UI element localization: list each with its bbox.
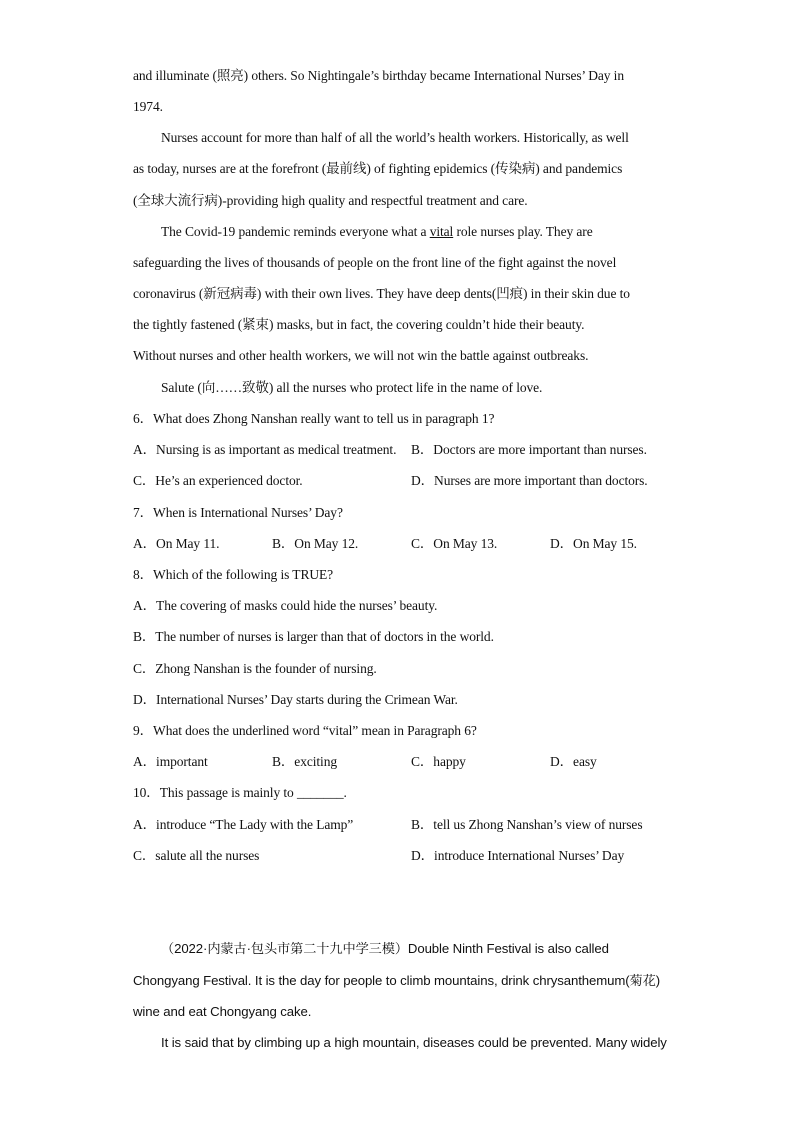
- passage-line: [161, 222, 593, 242]
- question-stem: 7．When is International Nurses’ Day?: [133, 505, 343, 520]
- passage-line: and illuminate (照亮) others. So Nightingale’s birthday became International Nurses’ Day in: [133, 68, 624, 83]
- option-c: C．salute all the nurses: [133, 848, 260, 863]
- option-b: B．Doctors are more important than nurses.: [411, 442, 647, 457]
- passage-line: Salute (向……致敬) all the nurses who protect life in the name of love.: [161, 380, 543, 395]
- option-d: D．On May 15.: [550, 536, 637, 551]
- passage-text: role nurses play. They are: [456, 224, 593, 239]
- question-stem: 10．This passage is mainly to _______.: [133, 785, 347, 800]
- question-stem: 9．What does the underlined word “vital” mean in Paragraph 6?: [133, 723, 477, 738]
- option-b: B．exciting: [272, 754, 337, 769]
- next-passage-line: Chongyang Festival. It is the day for people to climb mountains, drink chrysanthemum(菊花): [133, 973, 660, 988]
- passage-line: safeguarding the lives of thousands of people on the front line of the fight against the novel: [133, 255, 617, 270]
- option-c: C．happy: [411, 754, 466, 769]
- option-a: A．Nursing is as important as medical treatment.: [133, 442, 397, 457]
- underlined-word-vital: vital: [429, 224, 454, 239]
- passage-line: the tightly fastened (紧束) masks, but in fact, the covering couldn’t hide their beauty.: [133, 317, 585, 332]
- option-c: C．He’s an experienced doctor.: [133, 473, 303, 488]
- option-d: D．International Nurses’ Day starts during the Crimean War.: [133, 692, 458, 707]
- passage-line: 1974.: [133, 99, 163, 114]
- option-d: D．easy: [550, 754, 597, 769]
- passage-line: Nurses account for more than half of all the world’s health workers. Historically, as well: [161, 130, 629, 145]
- option-d: D．introduce International Nurses’ Day: [411, 848, 625, 863]
- question-stem: 6．What does Zhong Nanshan really want to tell us in paragraph 1?: [133, 411, 495, 426]
- option-b: B．The number of nurses is larger than that of doctors in the world.: [133, 629, 494, 644]
- passage-line: Without nurses and other health workers, we will not win the battle against outbreaks.: [133, 348, 589, 363]
- option-c: C．Zhong Nanshan is the founder of nursing.: [133, 661, 377, 676]
- option-a: A．important: [133, 754, 208, 769]
- option-a: A．The covering of masks could hide the nurses’ beauty.: [133, 598, 438, 613]
- option-c: C．On May 13.: [411, 536, 498, 551]
- option-b: B．tell us Zhong Nanshan’s view of nurses: [411, 817, 643, 832]
- passage-line: coronavirus (新冠病毒) with their own lives. They have deep dents(凹痕) in their skin due to: [133, 286, 630, 301]
- passage-text: The Covid-19 pandemic reminds everyone what a: [161, 224, 427, 239]
- option-b: B．On May 12.: [272, 536, 359, 551]
- option-a: A．introduce “The Lady with the Lamp”: [133, 817, 354, 832]
- next-passage-line: （2022·内蒙古·包头市第二十九中学三模）Double Ninth Festival is also called: [161, 941, 609, 956]
- next-passage-line: It is said that by climbing up a high mountain, diseases could be prevented. Many widely: [161, 1035, 667, 1050]
- passage-line: as today, nurses are at the forefront (最前线) of fighting epidemics (传染病) and pandemics: [133, 161, 623, 176]
- option-a: A．On May 11.: [133, 536, 220, 551]
- passage-line: (全球大流行病)-providing high quality and respectful treatment and care.: [133, 193, 528, 208]
- option-d: D．Nurses are more important than doctors.: [411, 473, 648, 488]
- question-stem: 8．Which of the following is TRUE?: [133, 567, 334, 582]
- next-passage-line: wine and eat Chongyang cake.: [133, 1004, 312, 1019]
